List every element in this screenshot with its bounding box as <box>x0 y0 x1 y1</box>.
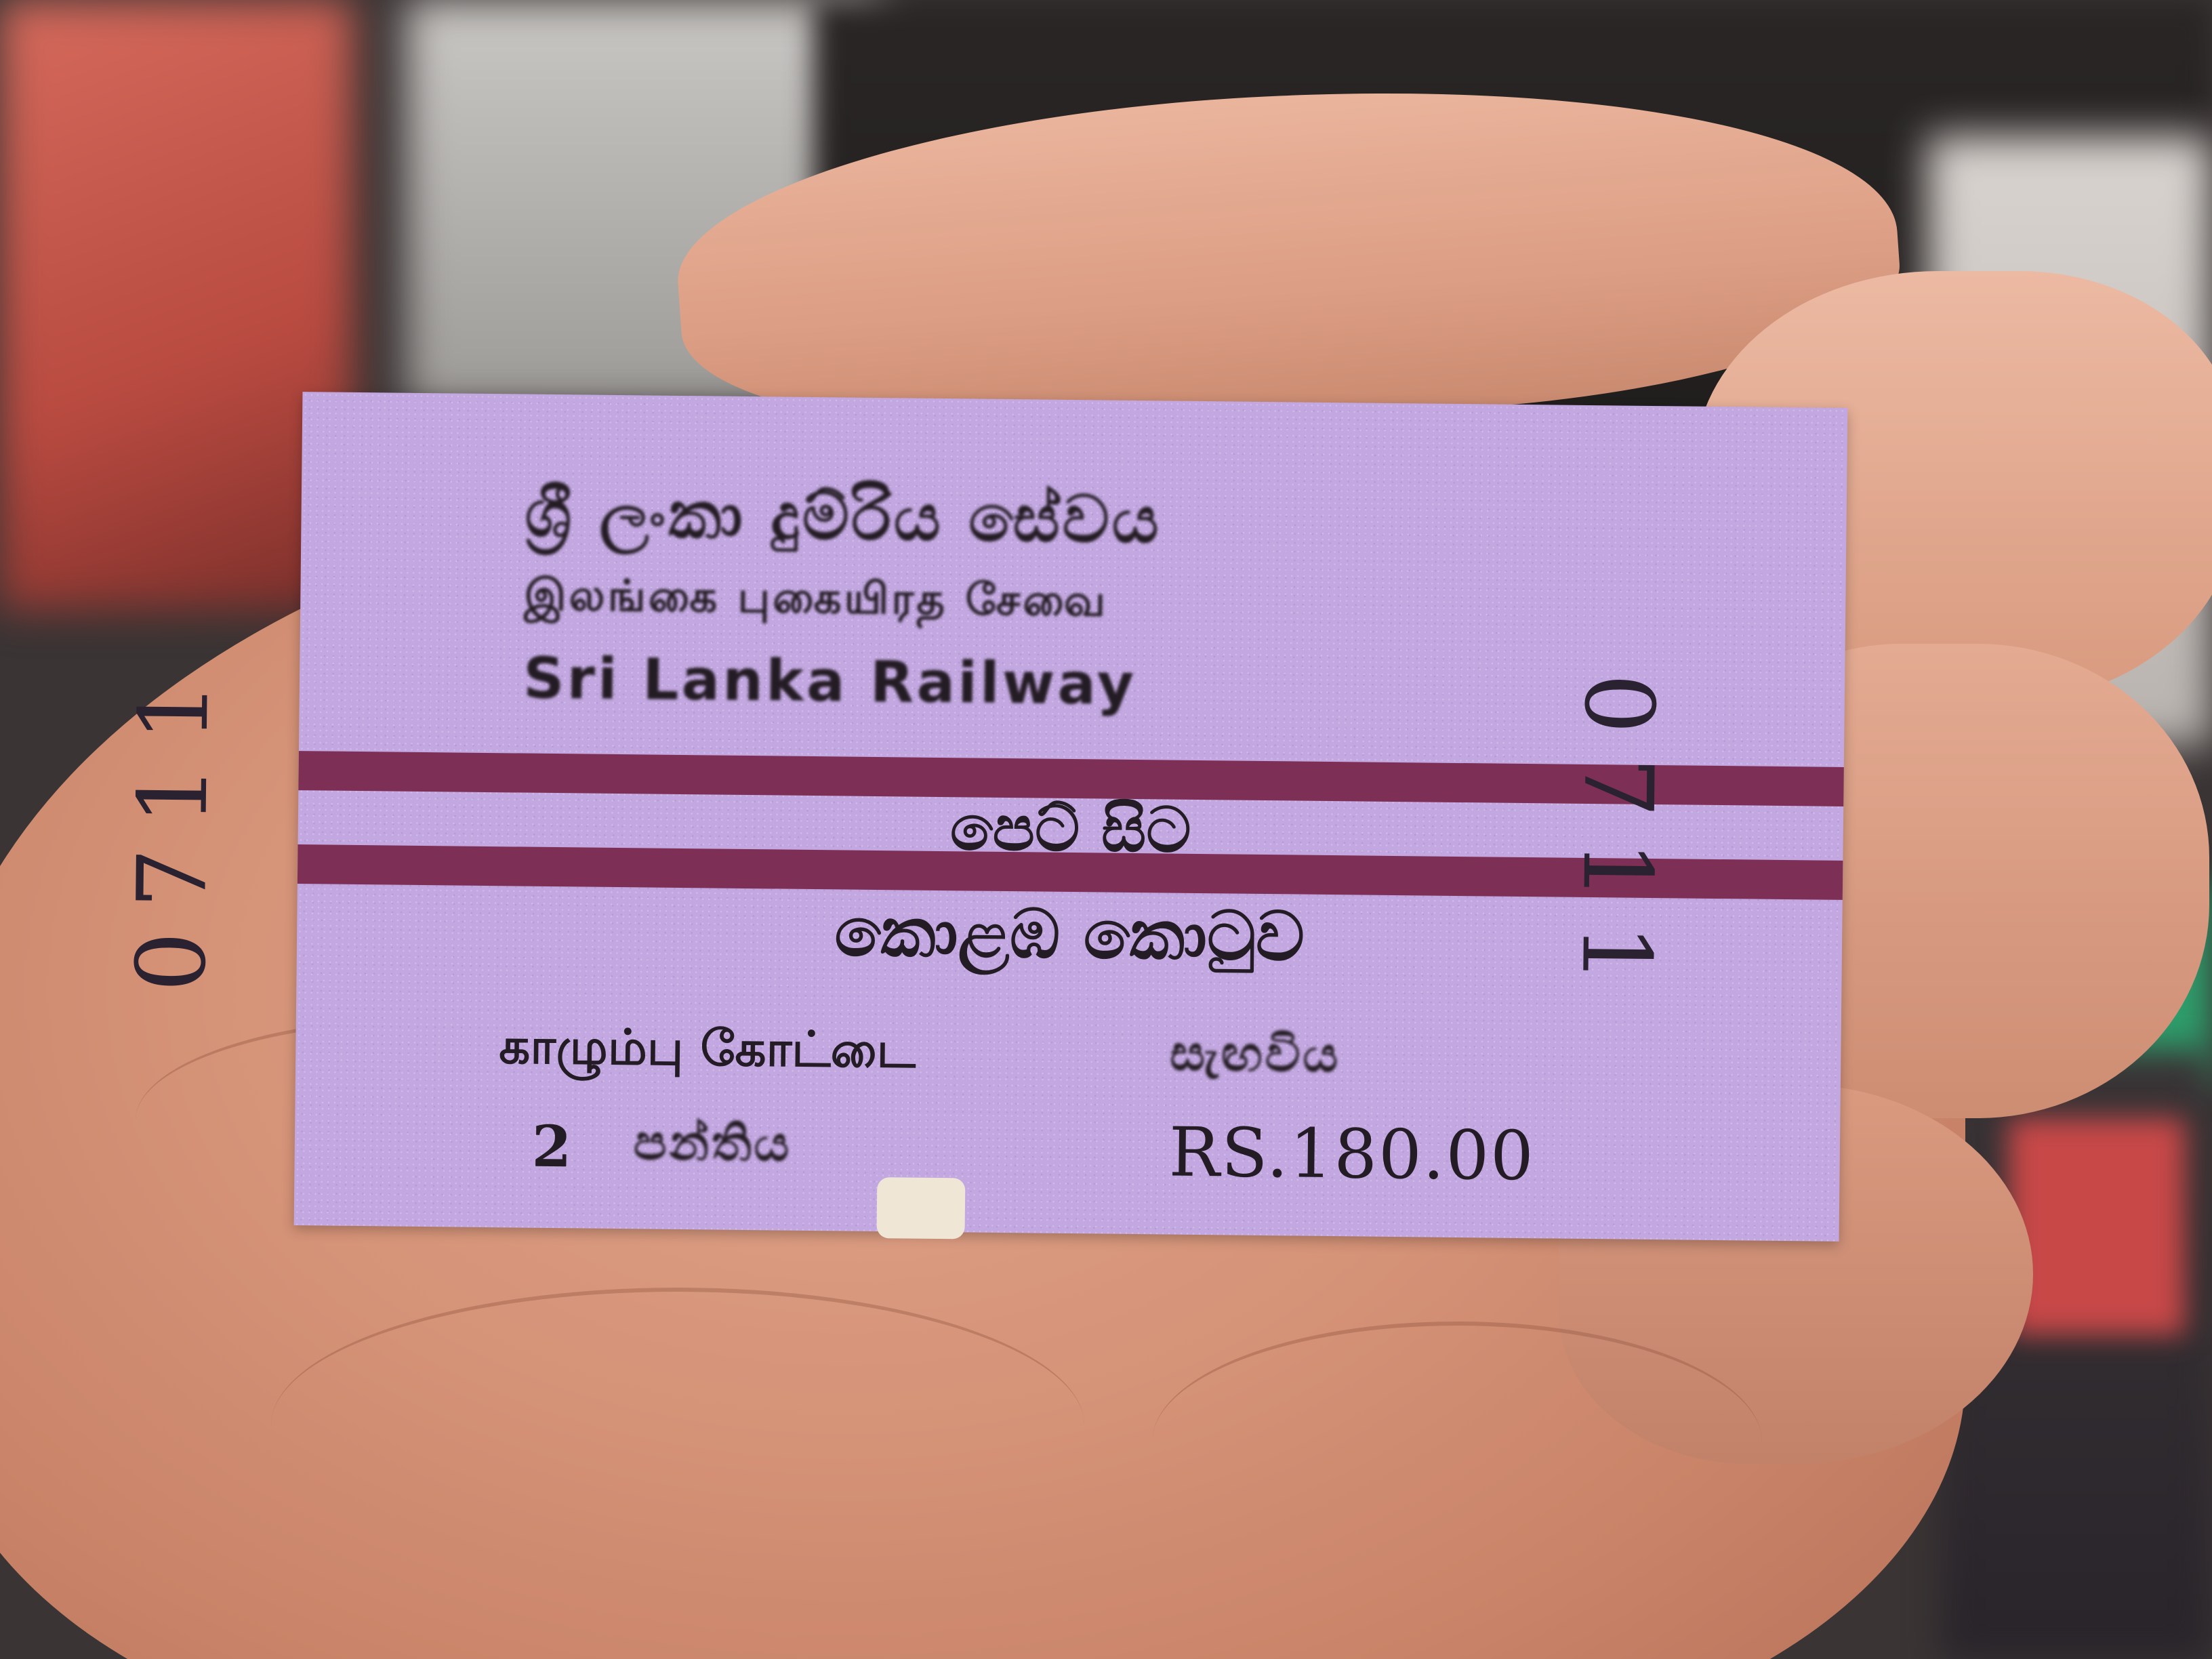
ticket-price: RS.180.00 <box>1168 1112 1536 1196</box>
ticket-header-tamil: இலங்கை புகையிரத சேவை <box>523 570 1109 627</box>
palm-crease <box>271 1288 1084 1563</box>
ticket-punch-notch <box>876 1177 965 1239</box>
ticket-header-english: Sri Lanka Railway <box>523 644 1137 718</box>
ticket-quantity: 2 <box>531 1112 572 1181</box>
ticket-serial-right: 0711 <box>1559 672 1674 1008</box>
train-ticket <box>116 392 1848 1242</box>
palm-crease <box>1152 1322 1762 1563</box>
ticket-from-station: කොළඹ කොටුව <box>834 892 1305 977</box>
ticket-destination: සැඟවිය <box>1169 1024 1341 1084</box>
ticket-station-tamil: காழும்பு கோட்டை <box>498 1017 916 1079</box>
ticket-header-sinhala: ශ්‍රී ලංකා දුම්රිය සේවය <box>525 475 1162 558</box>
background-red-tag <box>2009 1118 2185 1335</box>
ticket-serial-left: 0711 <box>116 657 231 993</box>
ticket-quantity-label: පන්තිය <box>633 1113 792 1172</box>
background-red-fabric <box>0 0 352 610</box>
ticket-class-label: පෙට් සිට <box>949 792 1192 867</box>
